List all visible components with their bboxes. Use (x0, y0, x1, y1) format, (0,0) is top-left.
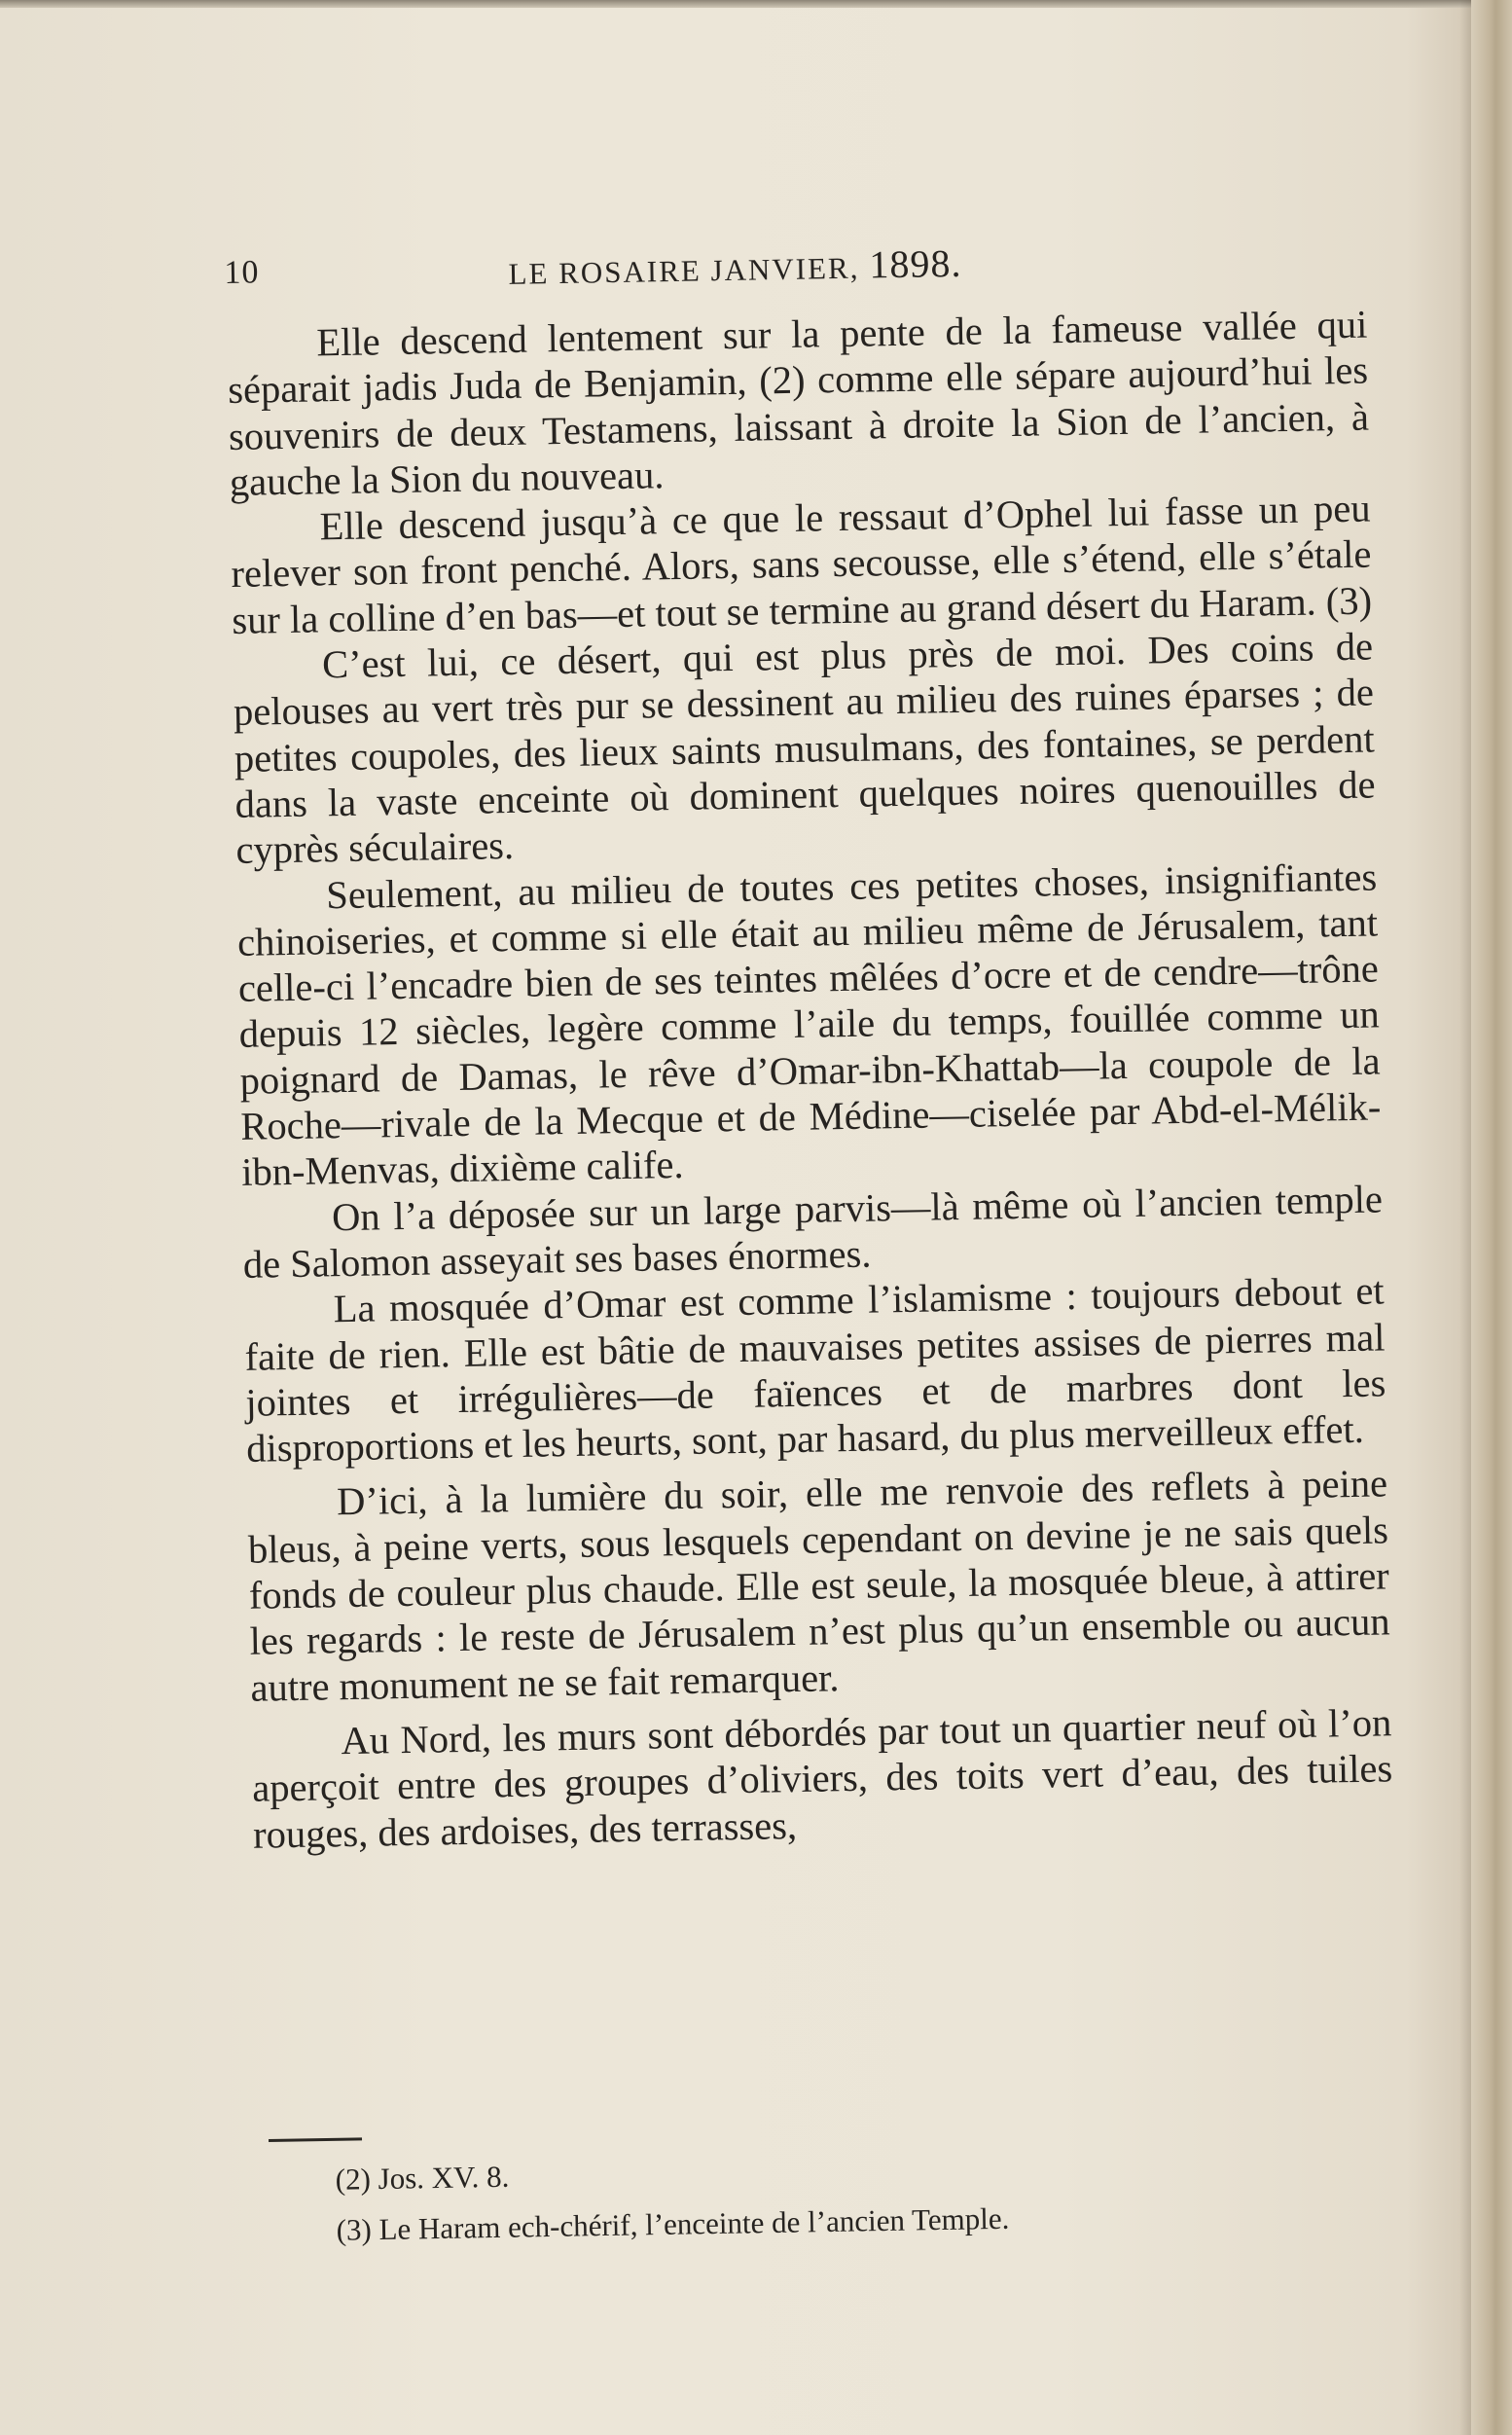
paragraph-4: Seulement, au milieu de toutes ces petites choses, insignifiantes chinoiseries, et comme si elle était au milieu même de Jérusalem, tant celle-ci l’encadre bien de ses teintes mêlées d’ocre et de cendre—trône depuis 12 siècles, legère comme l’aile du temps, fouillée comme un poignard de Damas, le rêve d’Omar-ibn-Khattab—la coupole de la Roche—rivale de la Mecque et de Médine—ciselée par Abd-el-Mélik-ibn-Menvas, dixième calife. (236, 854, 1382, 1195)
body-text (227, 302, 1393, 1858)
paragraph-5: On l’a déposée sur un large parvis—là même où l’ancien temple de Salomon asseyait ses bases énormes. (242, 1177, 1384, 1287)
paragraph-6: La mosquée d’Omar est comme l’islamisme : toujours debout et faite de rien. Elle est bâtie de mauvaises petites assises de pierres mal jointes et irrégulières—de faïences et de marbres dont les disproportions et les heurts, sont, par hasard, du plus merveilleux effet. (244, 1268, 1386, 1471)
page-right-edge (1471, 0, 1512, 2435)
running-title (508, 240, 962, 294)
page-number: 10 (224, 254, 260, 291)
paragraph-7: D’ici, à la lumière du soir, elle me renvoie des reflets à peine bleus, à peine verts, sous lesquels cependant on devine je ne sais quels fonds de couleur plus chaude. Elle est seule, la mosquée bleue, à attirer les regards : le reste de Jérusalem n’est plus qu’un ensemble ou aucun autre monument ne se fait remarquer. (247, 1461, 1390, 1710)
page-gutter-shadow (1459, 0, 1471, 2435)
paragraph-1: Elle descend lentement sur la pente de la fameuse vallée qui séparait jadis Juda de Benjamin, (2) comme elle sépare aujourd’hui les souvenirs de deux Testamens, laissant à droite la Sion de l’ancien, à gauche la Sion du nouveau. (227, 302, 1370, 504)
paragraph-8: Au Nord, les murs sont débordés par tout un quartier neuf où l’on aperçoit entre des groupes d’oliviers, des toits vert d’eau, des tuiles rouges, des ardoises, des terrasses, (251, 1700, 1393, 1857)
footnotes (269, 2123, 1243, 2257)
running-title-text: LE ROSAIRE JANVIER, (508, 250, 860, 291)
footnote-2: (2) Jos. XV. 8. (335, 2159, 510, 2197)
running-title-year: 1898. (868, 240, 962, 287)
footnote-rule (269, 2137, 362, 2142)
page-top-edge (0, 0, 1512, 8)
footnote-3: (3) Le Haram ech-chérif, l’enceinte de l’ancien Temple. (336, 2200, 1010, 2247)
page-header (224, 231, 1081, 294)
paragraph-2: Elle descend jusqu’à ce que le ressaut d’Ophel lui fasse un peu relever son front penché. Alors, sans secousse, elle s’étend, elle s’étale sur la colline d’en bas—et tout se termine au grand désert du Haram. (3) (231, 486, 1373, 642)
paragraph-3: C’est lui, ce désert, qui est plus près de moi. Des coins de pelouses au vert très pur se dessinent au milieu des ruines éparses ; de petites coupoles, des lieux saints musulmans, des fontaines, se perdent dans la vaste enceinte où dominent quelques noires quenouilles de cyprès séculaires. (233, 624, 1376, 873)
